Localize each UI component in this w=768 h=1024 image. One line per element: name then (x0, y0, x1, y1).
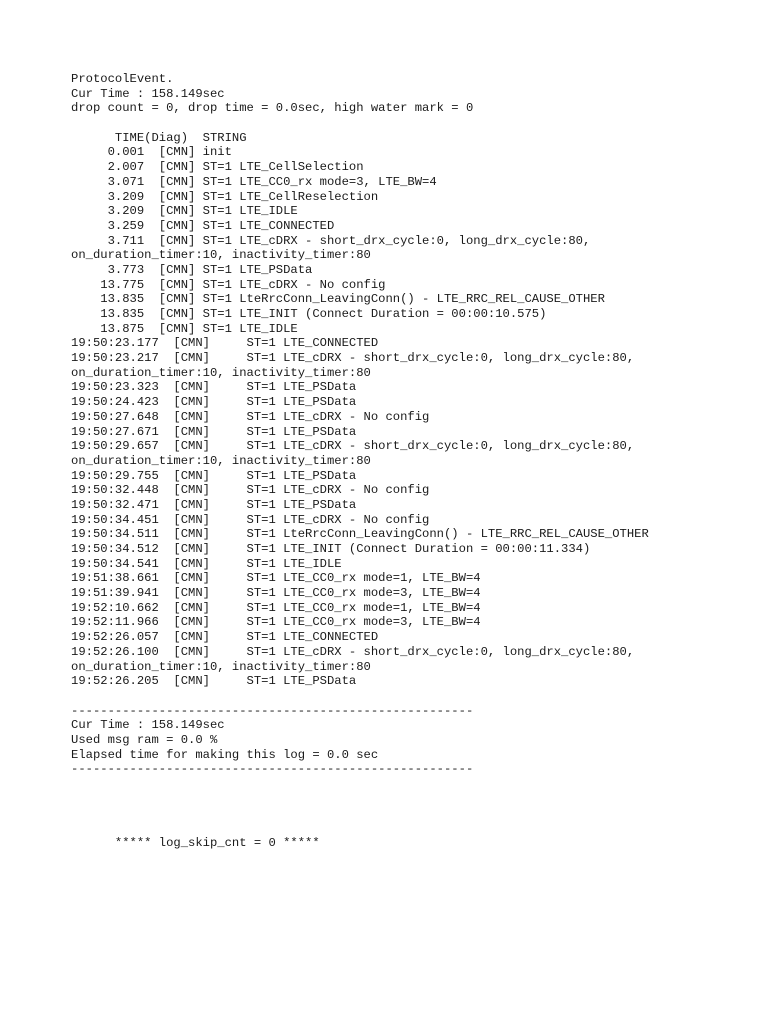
log-line: TIME(Diag) STRING (71, 130, 247, 145)
log-line (71, 806, 649, 821)
log-line: on_duration_timer:10, inactivity_timer:80 (71, 248, 371, 263)
log-line: 19:50:27.671 [CMN] ST=1 LTE_PSData (71, 424, 357, 439)
log-line: 19:50:29.755 [CMN] ST=1 LTE_PSData (71, 468, 357, 483)
log-line: on_duration_timer:10, inactivity_timer:80 (71, 659, 371, 674)
log-line: 19:50:34.511 [CMN] ST=1 LteRrcConn_LeavingConn() - LTE_RRC_REL_CAUSE_OTHER (71, 527, 649, 542)
log-line: 13.835 [CMN] ST=1 LteRrcConn_LeavingConn() - LTE_RRC_REL_CAUSE_OTHER (71, 292, 605, 307)
log-skip-count: ***** log_skip_cnt = 0 ***** (71, 835, 320, 850)
log-line: 2.007 [CMN] ST=1 LTE_CellSelection (71, 160, 364, 175)
log-line (71, 792, 649, 807)
log-line: 3.209 [CMN] ST=1 LTE_CellReselection (71, 189, 379, 204)
log-line: 3.711 [CMN] ST=1 LTE_cDRX - short_drx_cycle:0, long_drx_cycle:80, (71, 233, 591, 248)
log-line: on_duration_timer:10, inactivity_timer:80 (71, 365, 371, 380)
log-line: 19:52:26.205 [CMN] ST=1 LTE_PSData (71, 674, 357, 689)
log-line: 19:50:34.451 [CMN] ST=1 LTE_cDRX - No config (71, 512, 430, 527)
log-line: 19:50:24.423 [CMN] ST=1 LTE_PSData (71, 395, 357, 410)
log-line: 19:50:34.512 [CMN] ST=1 LTE_INIT (Connect Duration = 00:00:11.334) (71, 542, 591, 556)
log-line: 19:50:23.177 [CMN] ST=1 LTE_CONNECTED (71, 336, 379, 351)
log-line: 19:50:23.217 [CMN] ST=1 LTE_cDRX - short_drx_cycle:0, long_drx_cycle:80, (71, 351, 635, 366)
log-line: 19:50:34.541 [CMN] ST=1 LTE_IDLE (71, 556, 342, 571)
log-line: Cur Time : 158.149sec (71, 718, 225, 733)
log-line: 19:52:26.057 [CMN] ST=1 LTE_CONNECTED (71, 630, 379, 645)
log-line: Elapsed time for making this log = 0.0 sec (71, 747, 379, 762)
log-line (71, 821, 649, 836)
log-line: 3.773 [CMN] ST=1 LTE_PSData (71, 262, 313, 277)
log-line: 13.775 [CMN] ST=1 LTE_cDRX - No config (71, 277, 386, 292)
log-line: 3.259 [CMN] ST=1 LTE_CONNECTED (71, 218, 335, 233)
log-line: 19:51:38.661 [CMN] ST=1 LTE_CC0_rx mode=1, LTE_BW=4 (71, 571, 481, 586)
log-line: ProtocolEvent. (71, 72, 174, 86)
log-line: 19:50:27.648 [CMN] ST=1 LTE_cDRX - No config (71, 409, 430, 424)
separator-line: ------------------------------------------------------- (71, 703, 474, 718)
log-line: 0.001 [CMN] init (71, 145, 232, 160)
log-line: 13.835 [CMN] ST=1 LTE_INIT (Connect Duration = 00:00:10.575) (71, 307, 547, 321)
log-line (71, 116, 649, 131)
separator-line: ------------------------------------------------------- (71, 762, 474, 777)
log-line: Used msg ram = 0.0 % (71, 732, 218, 747)
log-line: 19:52:26.100 [CMN] ST=1 LTE_cDRX - short_drx_cycle:0, long_drx_cycle:80, (71, 644, 635, 659)
log-line: 19:52:10.662 [CMN] ST=1 LTE_CC0_rx mode=1, LTE_BW=4 (71, 600, 481, 615)
log-line: drop count = 0, drop time = 0.0sec, high water mark = 0 (71, 101, 474, 116)
log-line: Cur Time : 158.149sec (71, 86, 225, 101)
log-line: 19:50:23.323 [CMN] ST=1 LTE_PSData (71, 380, 357, 395)
log-line: 3.071 [CMN] ST=1 LTE_CC0_rx mode=3, LTE_BW=4 (71, 174, 437, 189)
log-line: 19:50:32.471 [CMN] ST=1 LTE_PSData (71, 497, 357, 512)
log-line: 19:52:11.966 [CMN] ST=1 LTE_CC0_rx mode=3, LTE_BW=4 (71, 615, 481, 630)
log-line (71, 777, 649, 792)
log-line: 3.209 [CMN] ST=1 LTE_IDLE (71, 204, 298, 219)
log-line: 19:50:32.448 [CMN] ST=1 LTE_cDRX - No config (71, 483, 430, 498)
log-line: 19:50:29.657 [CMN] ST=1 LTE_cDRX - short_drx_cycle:0, long_drx_cycle:80, (71, 439, 635, 454)
log-line (71, 689, 649, 704)
log-line: 13.875 [CMN] ST=1 LTE_IDLE (71, 321, 298, 336)
log-line: on_duration_timer:10, inactivity_timer:80 (71, 453, 371, 468)
log-line: 19:51:39.941 [CMN] ST=1 LTE_CC0_rx mode=3, LTE_BW=4 (71, 586, 481, 601)
log-text (71, 72, 649, 850)
